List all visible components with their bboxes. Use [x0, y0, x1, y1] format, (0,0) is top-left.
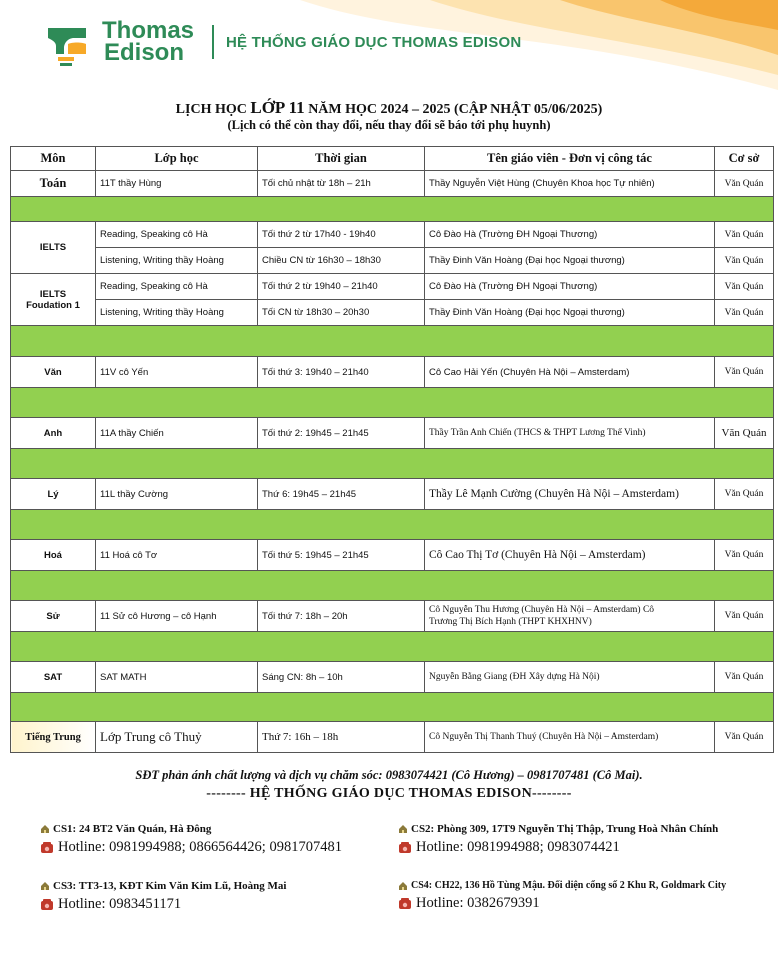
- separator-row: [11, 510, 774, 540]
- table-row-ielts-2: [11, 248, 774, 274]
- teacher-cell: Thầy Trần Anh Chiến (THCS & THPT Lương Thế Vinh): [425, 418, 715, 449]
- teacher-cell: Thầy Đinh Văn Hoàng (Đại học Ngoại thương): [425, 300, 715, 326]
- phone-icon: [40, 841, 54, 854]
- footer-title: -------- HỆ THỐNG GIÁO DỤC THOMAS EDISON--------: [206, 786, 572, 801]
- branch-address-text: CS3: TT3-13, KĐT Kim Văn Kim Lũ, Hoàng Mai: [53, 880, 287, 892]
- branch-hotline: [398, 895, 726, 912]
- teacher-cell: [425, 601, 715, 632]
- table-row-anh: [11, 418, 774, 449]
- page-title: [0, 98, 778, 118]
- separator-row: [11, 197, 774, 222]
- subject-cell: Lý: [11, 479, 96, 510]
- class-cell: 11V cô Yến: [96, 357, 258, 388]
- schedule-table: [10, 146, 774, 753]
- title-prefix: LỊCH HỌC: [175, 102, 251, 117]
- branch-hotline-text: Hotline: 0983451171: [58, 896, 182, 912]
- time-cell: Tối chủ nhật từ 18h – 21h: [258, 171, 425, 197]
- location-cell: Văn Quán: [715, 171, 774, 197]
- branch-hotline-text: Hotline: 0981994988; 0866564426; 0981707481: [58, 839, 342, 855]
- class-cell: Lớp Trung cô Thuỷ: [96, 722, 258, 753]
- branch-address-text: CS4: CH22, 136 Hồ Tùng Mậu. Đối diện cổng số 2 Khu R, Goldmark City: [411, 880, 727, 891]
- logo-line-2: Edison: [104, 39, 185, 66]
- school-building-icon: [40, 824, 50, 834]
- time-cell: Tối thứ 2: 19h45 – 21h45: [258, 418, 425, 449]
- class-cell: 11T thầy Hùng: [96, 171, 258, 197]
- school-building-icon: [40, 881, 50, 891]
- time-cell: Tối thứ 3: 19h40 – 21h40: [258, 357, 425, 388]
- branch-hotline: [40, 839, 342, 856]
- table-row-sat: [11, 662, 774, 693]
- class-cell: Reading, Speaking cô Hà: [96, 222, 258, 248]
- branch-hotline-text: Hotline: 0382679391: [416, 895, 540, 911]
- location-cell: Văn Quán: [715, 418, 774, 449]
- table-row-ielts-f1-2: [11, 300, 774, 326]
- location-cell: Văn Quán: [715, 662, 774, 693]
- title-suffix: NĂM HỌC 2024 – 2025 (CẬP NHẬT 05/06/2025): [304, 102, 603, 117]
- location-cell: Văn Quán: [715, 540, 774, 571]
- time-cell: Tối CN từ 18h30 – 20h30: [258, 300, 425, 326]
- teacher-cell: Cô Cao Hải Yến (Chuyên Hà Nội – Amsterdam): [425, 357, 715, 388]
- subject-cell: Hoá: [11, 540, 96, 571]
- logo-text: [102, 17, 195, 66]
- class-cell: Listening, Writing thầy Hoàng: [96, 300, 258, 326]
- phone-icon: [398, 897, 412, 910]
- teacher-cell: Cô Nguyễn Thị Thanh Thuý (Chuyên Hà Nội – Amsterdam): [425, 722, 715, 753]
- subject-line-2: Foudation 1: [26, 299, 80, 311]
- branch-cs3: [40, 880, 286, 913]
- logo-bulb-icon: [38, 14, 100, 70]
- separator-row: [11, 632, 774, 662]
- class-cell: 11A thầy Chiến: [96, 418, 258, 449]
- separator-row: [11, 388, 774, 418]
- subject-line-1: IELTS: [39, 288, 67, 300]
- subject-cell: Anh: [11, 418, 96, 449]
- separator-row: [11, 449, 774, 479]
- subject-cell: IELTS: [11, 222, 96, 274]
- phone-icon: [398, 841, 412, 854]
- time-cell: Thứ 6: 19h45 – 21h45: [258, 479, 425, 510]
- time-cell: Tối thứ 2 từ 19h40 – 21h40: [258, 274, 425, 300]
- time-cell: Chiều CN từ 16h30 – 18h30: [258, 248, 425, 274]
- class-cell: SAT MATH: [96, 662, 258, 693]
- class-cell: Reading, Speaking cô Hà: [96, 274, 258, 300]
- branch-hotline: [398, 839, 718, 856]
- school-building-icon: [398, 881, 408, 891]
- location-cell: Văn Quán: [715, 722, 774, 753]
- location-cell: Văn Quán: [715, 274, 774, 300]
- time-cell: Sáng CN: 8h – 10h: [258, 662, 425, 693]
- branch-hotline-text: Hotline: 0981994988; 0983074421: [416, 839, 620, 855]
- location-cell: Văn Quán: [715, 357, 774, 388]
- branch-cs2: [398, 823, 718, 856]
- logo-line-1: Thomas: [102, 17, 195, 44]
- location-cell: Văn Quán: [715, 300, 774, 326]
- branch-address-text: CS1: 24 BT2 Văn Quán, Hà Đông: [53, 823, 212, 835]
- time-cell: Tối thứ 7: 18h – 20h: [258, 601, 425, 632]
- teacher-cell: Thầy Nguyễn Việt Hùng (Chuyên Khoa học Tự nhiên): [425, 171, 715, 197]
- separator-row: [11, 693, 774, 722]
- time-cell: Tối thứ 5: 19h45 – 21h45: [258, 540, 425, 571]
- time-cell: Tối thứ 2 từ 17h40 - 19h40: [258, 222, 425, 248]
- class-cell: 11 Hoá cô Tơ: [96, 540, 258, 571]
- header-time: Thời gian: [258, 147, 425, 171]
- header-location: Cơ sở: [715, 147, 774, 171]
- table-row-hoa: [11, 540, 774, 571]
- table-row-ielts-1: [11, 222, 774, 248]
- branch-hotline: [40, 896, 286, 913]
- teacher-cell: Cô Đào Hà (Trường ĐH Ngoại Thương): [425, 222, 715, 248]
- time-cell: Thứ 7: 16h – 18h: [258, 722, 425, 753]
- subject-cell: Tiếng Trung: [11, 722, 96, 753]
- header: [38, 12, 521, 72]
- header-subject: Môn: [11, 147, 96, 171]
- header-teacher: Tên giáo viên - Đơn vị công tác: [425, 147, 715, 171]
- teacher-cell: Cô Cao Thị Tơ (Chuyên Hà Nội – Amsterdam): [425, 540, 715, 571]
- location-cell: Văn Quán: [715, 601, 774, 632]
- teacher-cell: Thầy Lê Mạnh Cường (Chuyên Hà Nội – Amsterdam): [425, 479, 715, 510]
- subject-cell: Sử: [11, 601, 96, 632]
- branch-address: [40, 880, 286, 892]
- branch-cs4: [398, 880, 726, 912]
- subject-cell: Văn: [11, 357, 96, 388]
- school-building-icon: [398, 824, 408, 834]
- subject-cell: [11, 274, 96, 326]
- table-row-ly: [11, 479, 774, 510]
- class-cell: Listening, Writing thầy Hoàng: [96, 248, 258, 274]
- header-class: Lớp học: [96, 147, 258, 171]
- table-row-toan: [11, 171, 774, 197]
- branch-address: [40, 823, 342, 835]
- subject-cell: SAT: [11, 662, 96, 693]
- teacher-cell: Thầy Đinh Văn Hoàng (Đại học Ngoại thương): [425, 248, 715, 274]
- teacher-line-2: Trương Thị Bích Hạnh (THPT KHXHNV): [429, 617, 592, 627]
- branch-address-text: CS2: Phòng 309, 17T9 Nguyễn Thị Thập, Trung Hoà Nhân Chính: [411, 823, 719, 835]
- location-cell: Văn Quán: [715, 222, 774, 248]
- teacher-cell: Nguyễn Bằng Giang (ĐH Xây dựng Hà Nội): [425, 662, 715, 693]
- title-grade: LỚP 11: [250, 98, 305, 117]
- subject-cell: Toán: [11, 171, 96, 197]
- branch-address: [398, 823, 718, 835]
- header-divider: [212, 25, 214, 59]
- page-subtitle: (Lịch có thể còn thay đổi, nếu thay đổi sẽ báo tới phụ huynh): [227, 118, 551, 132]
- branch-cs1: [40, 823, 342, 856]
- teacher-line-1: Cô Nguyễn Thu Hương (Chuyên Hà Nội – Amsterdam) Cô: [429, 605, 655, 615]
- table-row-trung: [11, 722, 774, 753]
- table-header-row: [11, 147, 774, 171]
- location-cell: Văn Quán: [715, 248, 774, 274]
- separator-row: [11, 326, 774, 357]
- feedback-note: SĐT phản ánh chất lượng và dịch vụ chăm sóc: 0983074421 (Cô Hương) – 0981707481 (Cô Mai).: [135, 768, 643, 782]
- table-row-su: [11, 601, 774, 632]
- class-cell: 11 Sử cô Hương – cô Hạnh: [96, 601, 258, 632]
- teacher-cell: Cô Đào Hà (Trường ĐH Ngoại Thương): [425, 274, 715, 300]
- table-row-ielts-f1-1: [11, 274, 774, 300]
- phone-icon: [40, 898, 54, 911]
- system-title: HỆ THỐNG GIÁO DỤC THOMAS EDISON: [226, 33, 522, 51]
- separator-row: [11, 571, 774, 601]
- table-row-van: [11, 357, 774, 388]
- class-cell: 11L thầy Cường: [96, 479, 258, 510]
- location-cell: Văn Quán: [715, 479, 774, 510]
- branch-address: [398, 880, 726, 891]
